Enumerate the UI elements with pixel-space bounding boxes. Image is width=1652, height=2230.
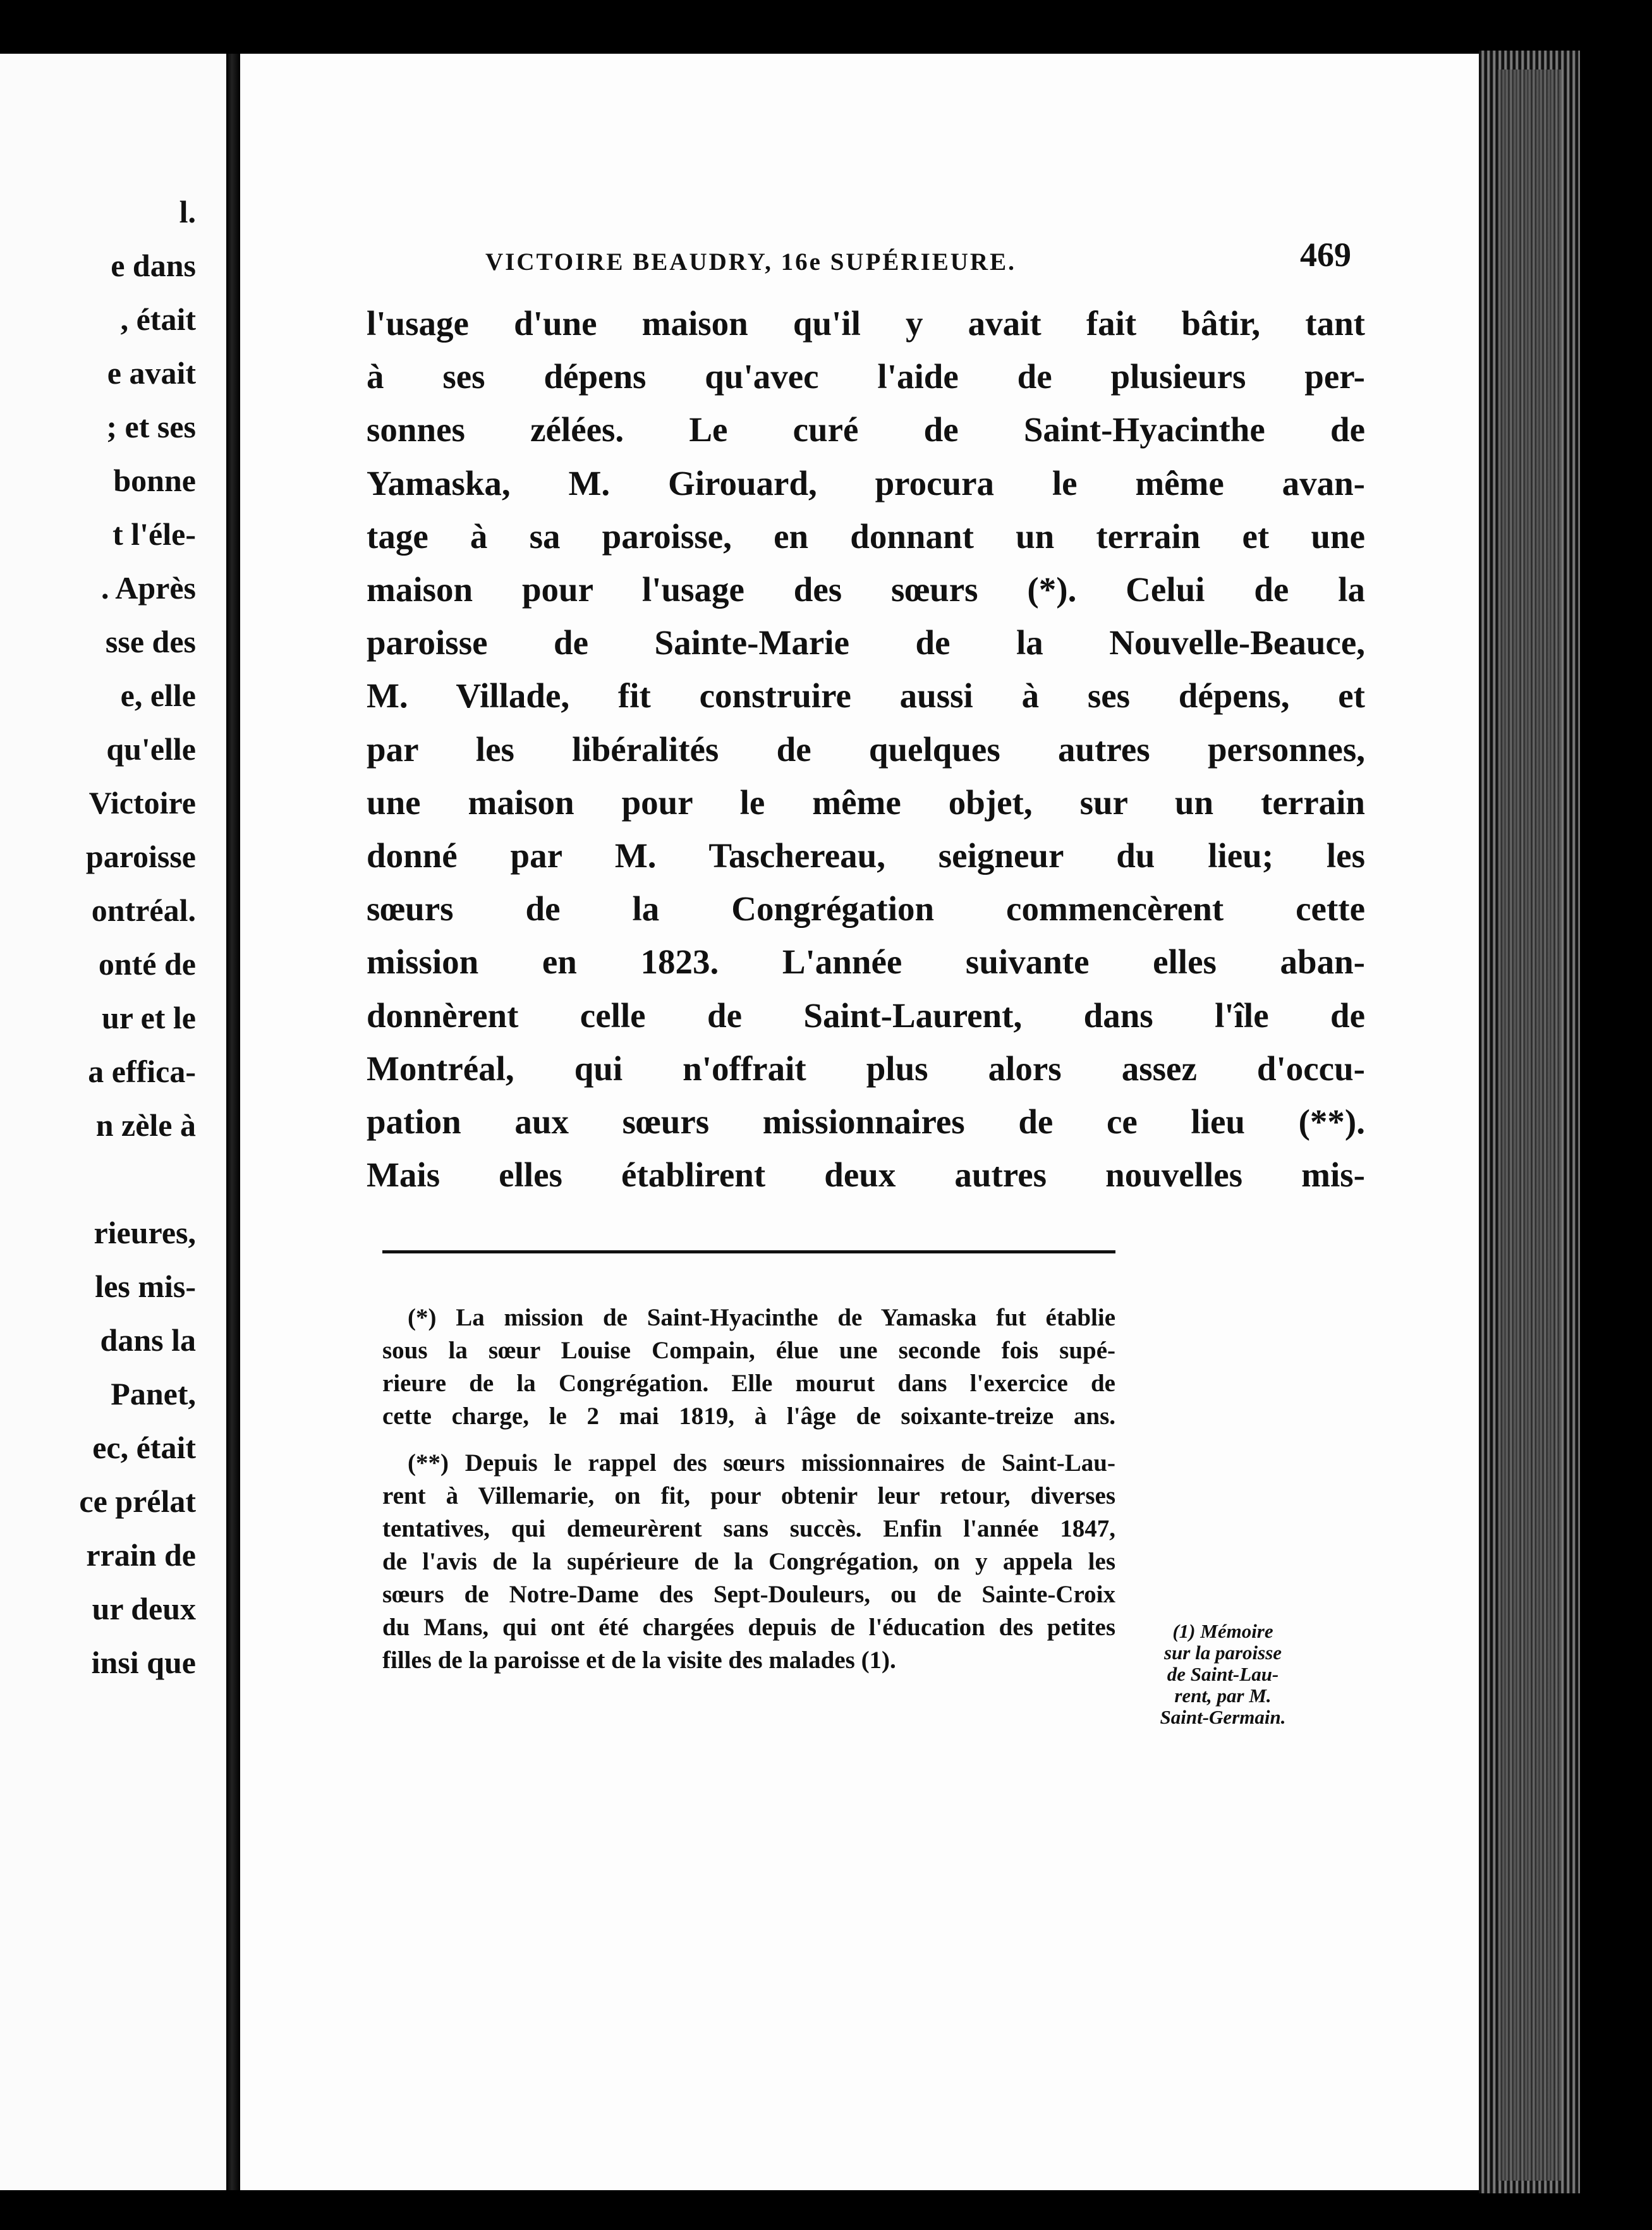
left-page-line: ur et le — [101, 1000, 196, 1035]
body-line: mission en 1823. L'année suivante elles aban- — [367, 942, 1365, 982]
page-number: 469 — [1300, 236, 1351, 274]
left-page-line: e avait — [107, 355, 196, 391]
footnote-line: rent à Villemarie, on fit, pour obtenir leur retour, diverses — [382, 1482, 1115, 1509]
left-page-line: Panet, — [111, 1376, 196, 1411]
page-edges-inner — [1498, 70, 1561, 2181]
left-page-line: t l'éle- — [112, 516, 196, 552]
left-page-line: dans la — [100, 1322, 196, 1358]
body-line: par les libéralités de quelques autres personnes, — [367, 729, 1365, 769]
body-line: paroisse de Sainte-Marie de la Nouvelle-Beauce, — [367, 623, 1365, 662]
left-page-line: e dans — [111, 248, 196, 283]
left-page-line: l. — [179, 194, 196, 229]
footnote-line: filles de la paroisse et de la visite des malades (1). — [382, 1647, 896, 1674]
body-line: Montréal, qui n'offrait plus alors assez d'occu- — [367, 1049, 1365, 1088]
body-line: une maison pour le même objet, sur un terrain — [367, 783, 1365, 822]
body-line: Yamaska, M. Girouard, procura le même avan- — [367, 463, 1365, 503]
left-page-line: a effica- — [88, 1054, 196, 1089]
footnote-line: (*) La mission de Saint-Hyacinthe de Yamaska fut établie — [408, 1304, 1115, 1331]
left-page-line: ontréal. — [91, 893, 196, 928]
left-page-line: , était — [120, 302, 196, 337]
running-head: VICTOIRE BEAUDRY, 16e SUPÉRIEURE. — [485, 248, 1016, 276]
footnote-line: du Mans, qui ont été chargées depuis de l'éducation des petites — [382, 1614, 1115, 1641]
body-line: donnèrent celle de Saint-Laurent, dans l'île de — [367, 996, 1365, 1035]
left-page-line: les mis- — [95, 1269, 196, 1304]
body-line: maison pour l'usage des sœurs (*). Celui de la — [367, 570, 1365, 609]
left-page-line: onté de — [98, 946, 196, 982]
marginal-note-line: de Saint-Lau- — [1167, 1663, 1279, 1685]
left-page-line: rrain de — [86, 1537, 196, 1573]
left-page-line: bonne — [113, 463, 196, 498]
footnote-line: tentatives, qui demeurèrent sans succès. Enfin l'année 1847, — [382, 1515, 1115, 1542]
left-page-line: ce prélat — [79, 1484, 196, 1519]
left-page-line: ec, était — [92, 1430, 196, 1465]
left-page-line: paroisse — [85, 839, 196, 874]
marginal-note-line: rent, par M. — [1174, 1685, 1272, 1707]
left-page-line: qu'elle — [106, 731, 196, 767]
page-header — [485, 233, 1351, 289]
body-line: pation aux sœurs missionnaires de ce lieu (**). — [367, 1102, 1365, 1141]
left-page-line: ; et ses — [106, 409, 196, 444]
body-line: à ses dépens qu'avec l'aide de plusieurs per- — [367, 357, 1365, 396]
footnote-line: sœurs de Notre-Dame des Sept-Douleurs, ou de Sainte-Croix — [382, 1581, 1115, 1608]
marginal-note-line: (1) Mémoire — [1172, 1620, 1273, 1642]
left-page-line: rieures, — [94, 1215, 196, 1250]
left-page-line: n zèle à — [95, 1107, 196, 1143]
footnote-line: de l'avis de la supérieure de la Congrégation, on y appela les — [382, 1548, 1115, 1575]
body-line: sonnes zélées. Le curé de Saint-Hyacinthe de — [367, 410, 1365, 449]
left-page-line: ur deux — [92, 1591, 196, 1626]
left-page-line: Victoire — [88, 785, 196, 820]
footnote-rule — [382, 1250, 1115, 1253]
marginal-note-line: Saint-Germain. — [1160, 1706, 1286, 1728]
left-page-line: . Après — [101, 570, 196, 606]
body-line: donné par M. Taschereau, seigneur du lieu; les — [367, 836, 1365, 875]
left-page-line: e, elle — [120, 678, 196, 713]
body-line: M. Villade, fit construire aussi à ses dépens, et — [367, 676, 1365, 716]
previous-page — [0, 54, 226, 2190]
body-line: tage à sa paroisse, en donnant un terrain et une — [367, 516, 1365, 556]
left-page-line: insi que — [91, 1645, 196, 1680]
left-page-line: sse des — [105, 624, 196, 659]
body-line: l'usage d'une maison qu'il y avait fait bâtir, tant — [367, 304, 1365, 343]
book-gutter — [226, 54, 240, 2190]
footnote-line: (**) Depuis le rappel des sœurs missionnaires de Saint-Lau- — [408, 1449, 1115, 1477]
marginal-note-line: sur la paroisse — [1163, 1642, 1282, 1664]
body-line: Mais elles établirent deux autres nouvelles mis- — [367, 1155, 1365, 1195]
body-line: sœurs de la Congrégation commencèrent cette — [367, 889, 1365, 929]
footnote-line: rieure de la Congrégation. Elle mourut dans l'exercice de — [382, 1370, 1115, 1397]
footnote-line: sous la sœur Louise Compain, élue une seconde fois supé- — [382, 1337, 1115, 1364]
footnote-line: cette charge, le 2 mai 1819, à l'âge de soixante-treize ans. — [382, 1403, 1115, 1430]
